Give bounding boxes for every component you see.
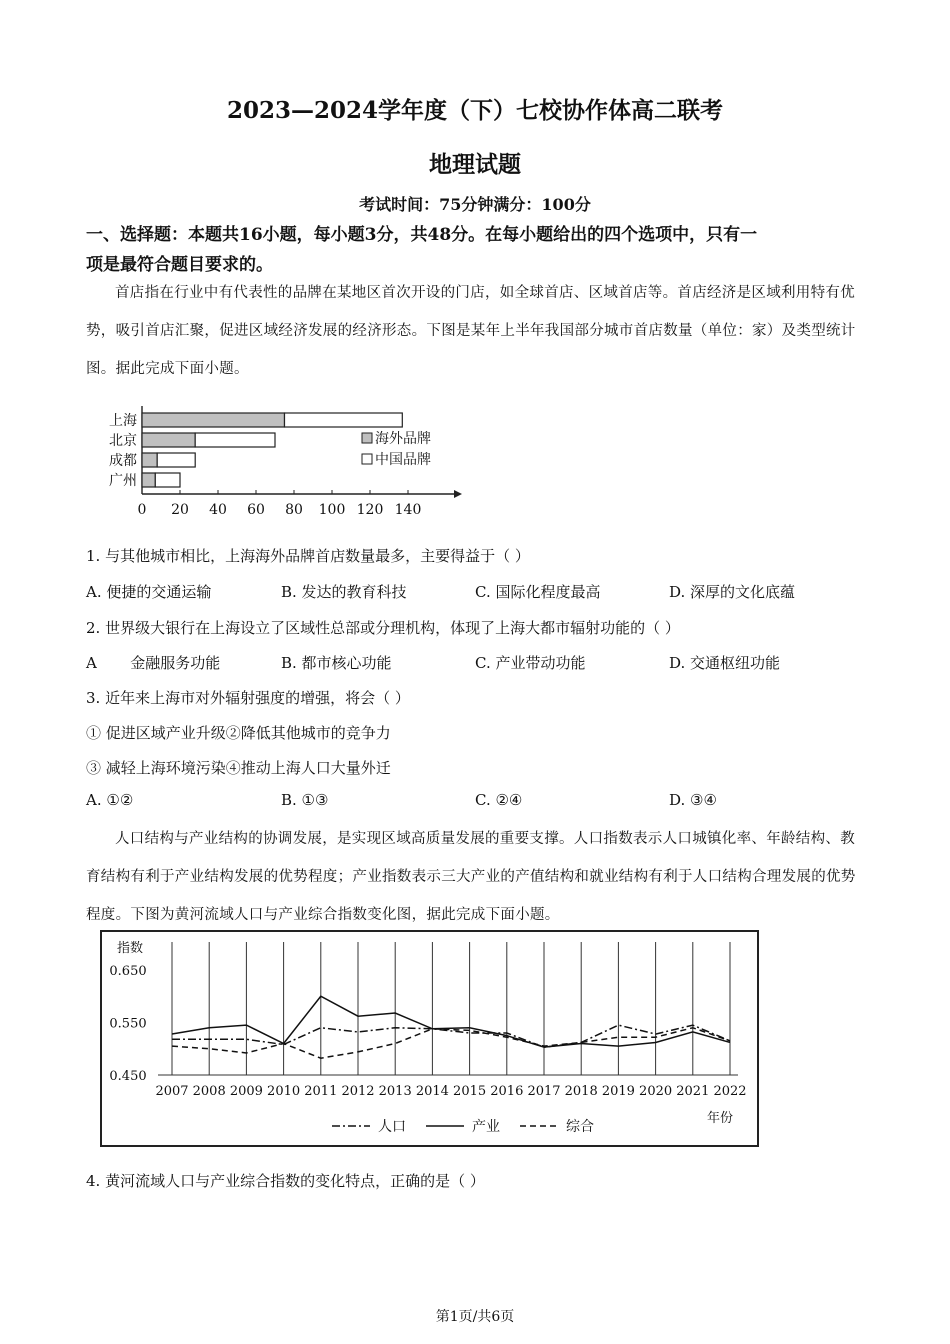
line-chart-x-tick-label: 2020: [639, 1084, 673, 1099]
bar-chart-category-label: 广州: [109, 473, 137, 489]
bar-chart-category-label: 成都: [109, 453, 137, 469]
question-3-option-b: B. ①③: [281, 791, 329, 809]
exam-meta: 考试时间：75分钟满分：100分: [359, 195, 591, 214]
bar-chart-bar: [142, 473, 155, 487]
bar-chart-bar: [195, 433, 275, 447]
line-chart-legend-label: 综合: [566, 1119, 594, 1135]
line-chart-x-tick-label: 2019: [601, 1084, 635, 1099]
line-chart-x-tick-label: 2008: [192, 1084, 226, 1099]
line-chart-y-tick-label: 0.550: [109, 1016, 147, 1032]
bar-chart-bar: [157, 453, 195, 467]
bar-chart-category-label: 北京: [109, 433, 137, 449]
section-heading-line1: 一、选择题：本题共16小题，每小题3分，共48分。在每小题给出的四个选项中，只有一: [86, 225, 758, 245]
bar-chart-legend-swatch: [362, 433, 372, 443]
line-chart-legend-label: 人口: [378, 1119, 406, 1135]
question-3-item-1: ① 促进区域产业升级②降低其他城市的竞争力: [86, 724, 391, 742]
line-chart-x-tick-label: 2007: [155, 1084, 189, 1099]
question-1-stem: 1. 与其他城市相比，上海海外品牌首店数量最多，主要得益于（ ）: [86, 547, 530, 565]
bar-chart-category-label: 上海: [109, 413, 137, 429]
question-3-stem: 3. 近年来上海市对外辐射强度的增强，将会（ ）: [86, 689, 410, 707]
line-chart-x-tick-label: 2010: [267, 1084, 301, 1099]
question-2-stem: 2. 世界级大银行在上海设立了区域性总部或分理机构，体现了上海大都市辐射功能的（ ）: [86, 619, 680, 637]
question-2-option-d: D. 交通枢纽功能: [669, 654, 781, 672]
bar-chart-legend-label: 中国品牌: [375, 452, 431, 468]
line-chart-x-axis-title: 年份: [706, 1111, 734, 1126]
passage-1: 首店指在行业中有代表性的品牌在某地区首次开设的门店，如全球首店、区域首店等。首店经济是区域利用特有优势，吸引首店汇聚，促进区域经济发展的经济形态。下图是某年上半年我国部分城市首店数量（单位：家）及类型统计图。据此完成下面小题。: [86, 285, 856, 377]
bar-chart-legend-label: 海外品牌: [375, 431, 431, 447]
bar-chart-x-arrow: [454, 490, 462, 498]
page-footer: 第1页/共6页: [435, 1309, 515, 1325]
question-2-option-b: B. 都市核心功能: [281, 654, 392, 672]
bar-chart-tick-label: 100: [318, 502, 346, 518]
bar-chart-legend-swatch: [362, 454, 372, 464]
line-chart-x-tick-label: 2014: [415, 1084, 449, 1099]
question-3-option-d: D. ③④: [669, 791, 717, 809]
line-chart-y-tick-label: 0.650: [109, 964, 147, 979]
passage-2: 人口结构与产业结构的协调发展，是实现区域高质量发展的重要支撑。人口指数表示人口城镇化率、年龄结构、教育结构有利于产业结构发展的优势程度；产业指数表示三大产业的产值结构和就业结构有利于人口结构合理发展的优势程度。下图为黄河流域人口与产业综合指数变化图，据此完成下面小题。: [86, 831, 856, 923]
bar-chart-bar: [142, 453, 157, 467]
line-chart-y-axis-title: 指数: [116, 941, 144, 956]
bar-chart-bar: [142, 413, 285, 427]
question-4-stem: 4. 黄河流域人口与产业综合指数的变化特点，正确的是（ ）: [86, 1172, 485, 1190]
bar-chart-tick-label: 40: [209, 502, 227, 518]
question-3-item-2: ③ 减轻上海环境污染④推动上海人口大量外迁: [86, 759, 391, 777]
line-chart-x-tick-label: 2016: [490, 1084, 524, 1099]
line-chart-x-tick-label: 2012: [341, 1084, 375, 1099]
question-2-option-c: C. 产业带动功能: [475, 654, 586, 672]
question-1-option-b: B. 发达的教育科技: [281, 583, 407, 601]
bar-chart-bar: [285, 413, 403, 427]
line-chart-x-tick-label: 2011: [304, 1084, 338, 1099]
line-chart: [100, 930, 760, 1148]
line-chart-x-tick-label: 2017: [527, 1084, 561, 1099]
question-1-option-d: D. 深厚的文化底蕴: [669, 583, 796, 601]
question-1-option-c: C. 国际化程度最高: [475, 583, 601, 601]
question-2-option-a: A 金融服务功能: [86, 654, 221, 672]
bar-chart-tick-label: 140: [394, 502, 422, 518]
bar-chart-tick-label: 20: [171, 502, 189, 518]
section-heading-line2: 项是最符合题目要求的。: [86, 255, 273, 275]
line-chart-y-tick-label: 0.450: [109, 1069, 147, 1084]
line-chart-x-tick-label: 2015: [453, 1084, 487, 1099]
line-chart-x-tick-label: 2021: [676, 1084, 710, 1099]
line-chart-x-tick-label: 2022: [713, 1084, 747, 1099]
line-chart-x-tick-label: 2018: [564, 1084, 598, 1099]
bar-chart-tick-label: 120: [356, 502, 384, 518]
bar-chart-tick-label: 60: [247, 502, 265, 518]
question-3-option-a: A. ①②: [86, 791, 134, 809]
line-chart-frame: [101, 931, 758, 1146]
bar-chart-tick-label: 80: [285, 502, 303, 518]
bar-chart-bar: [142, 433, 195, 447]
question-3-option-c: C. ②④: [475, 791, 523, 809]
exam-title: 2023—2024学年度（下）七校协作体高二联考: [226, 97, 724, 124]
line-chart-x-tick-label: 2013: [378, 1084, 412, 1099]
question-1-option-a: A. 便捷的交通运输: [86, 583, 212, 601]
subject-title: 地理试题: [429, 151, 521, 178]
bar-chart-bar: [155, 473, 180, 487]
bar-chart: [96, 398, 476, 522]
line-chart-x-tick-label: 2009: [229, 1084, 263, 1099]
bar-chart-tick-label: 0: [137, 502, 147, 518]
line-chart-legend-label: 产业: [472, 1119, 500, 1135]
